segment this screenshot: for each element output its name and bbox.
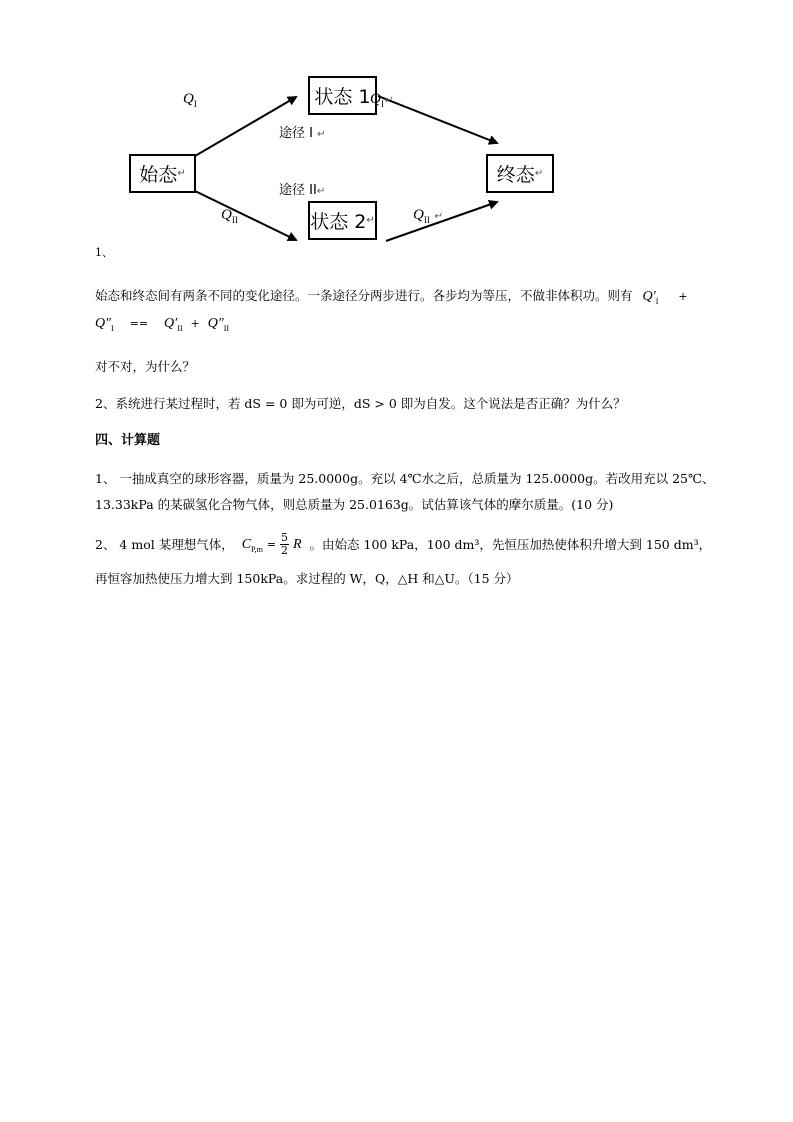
final-state-label: 终态 — [496, 164, 535, 186]
q-top-left-label: $Q_I$ — [183, 91, 197, 109]
q-bottom-left-label: $Q_{II}$ — [221, 207, 238, 225]
arrow-state1-to-final — [378, 96, 497, 143]
q-bottom-right-label: $Q_{II}$ ↵ — [413, 207, 442, 225]
final-state-box — [486, 154, 554, 193]
q-top-right-label: $Q_I↵$ — [370, 91, 393, 109]
heat-capacity-formula: $C_{P,m}$ = $\frac{5}{2}$ R — [241, 531, 302, 557]
return-mark: ↵ — [177, 168, 186, 179]
q1-number: 1、 — [95, 246, 113, 259]
state1-box — [308, 76, 377, 115]
state1-label: 状态 1 — [314, 86, 371, 108]
q1-term3: $Q'_{II}$ — [164, 316, 183, 333]
return-mark: ↵ — [534, 168, 544, 179]
q2-text: 2、系统进行某过程时，若 dS = 0 即为可逆，dS > 0 即为自发。这个说法是否正确？为什么？ — [95, 396, 626, 411]
calc1-line1: 1、 一抽成真空的球形容器，质量为 25.0000g。充以 4℃水之后，总质量为 125.0000g。若改用充以 25℃、 — [95, 471, 715, 486]
initial-state-label: 始态 — [139, 164, 178, 186]
calc2-line1: 2、 4 mol 某理想气体， $C_{P,m}$ = $\frac{5}{2}$ R 。由始态 100 kPa，100 dm³，先恒压加热使体积升增大到 150 dm³， — [95, 531, 712, 557]
q1-term2: $Q''_I$ — [95, 316, 114, 333]
diagram-arrows — [0, 0, 793, 260]
calc2-line2: 再恒容加热使压力增大到 150kPa。求过程的 W，Q，△H 和△U。（15 分） — [95, 571, 519, 586]
q1-ask: 对不对，为什么？ — [95, 359, 196, 374]
initial-state-box — [129, 154, 196, 193]
path2-label: 途径 II↵ — [279, 183, 326, 198]
q1-term1: $Q'_I$ — [642, 289, 659, 306]
section-title: 四、计算题 — [95, 433, 161, 448]
state2-box — [308, 201, 377, 240]
path1-label: 途径 I ↵ — [279, 126, 326, 141]
arrow-initial-to-state2 — [195, 191, 296, 240]
return-mark: ↵ — [366, 215, 375, 226]
state2-label: 状态 2 — [310, 211, 367, 233]
q1-term4: $Q''_{II}$ — [207, 316, 230, 333]
calc1-line2: 13.33kPa 的某碳氢化合物气体，则总质量为 25.0163g。试估算该气体的摩尔质量。(10 分) — [95, 497, 614, 512]
q1-text: 始态和终态间有两条不同的变化途径。一条途径分两步进行。各步均为等压，不做非体积功。则有 $Q'_I$ + — [95, 288, 688, 306]
q1-equation: $Q''_I == Q'_{II} + Q''_{II}$ — [95, 316, 230, 333]
